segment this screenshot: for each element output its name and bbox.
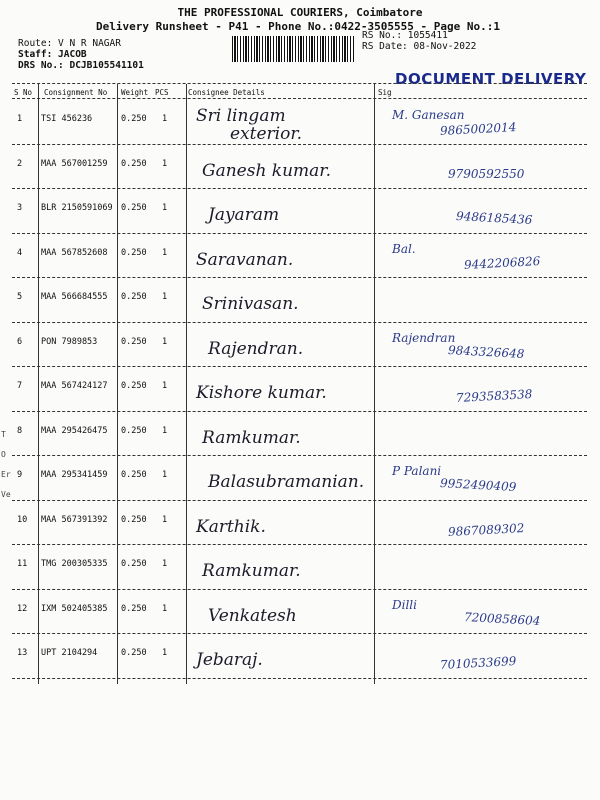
row-pcs: 1 [162,648,168,658]
row-consignee-name: Jayaram [208,205,280,225]
row-consignee-name: Ramkumar. [202,561,301,581]
row-pcs: 1 [162,292,168,302]
row-weight: 0.250 [121,425,147,436]
row-divider [12,678,587,679]
row-divider [12,633,587,634]
row-weight: 0.250 [121,203,147,213]
row-weight: 0.250 [121,158,147,169]
col-consignee: Consignee Details [188,88,265,97]
row-consignee-name: Karthik. [196,516,266,537]
row-pcs: 1 [162,514,168,525]
row-consignee-name: Kishore kumar. [196,383,327,403]
row-weight: 0.250 [121,292,147,302]
row-serial: 1 [17,114,23,124]
row-pcs: 1 [162,559,168,569]
row-serial: 13 [17,648,28,658]
barcode [232,36,354,62]
col-consignment: Consignment No [44,88,108,97]
row-divider [12,544,587,545]
row-consignment-no: TMG 200305335 [41,559,108,569]
row-phone: 9952490409 [439,476,517,494]
row-phone: 7293583538 [455,387,533,405]
row-consignment-no: MAA 295426475 [41,425,108,436]
row-signature: Dilli [392,597,417,612]
row-phone: 9865002014 [439,120,517,138]
row-weight: 0.250 [121,603,147,614]
runsheet-title: Delivery Runsheet - P41 - Phone No.:0422-3505555 - Page No.:1 [96,20,500,33]
row-signature: M. Ganesan [392,108,465,122]
row-serial: 12 [17,603,28,614]
row-divider [12,500,587,501]
row-serial: 8 [17,425,23,436]
row-consignee-name: Srinivasan. [202,294,299,314]
row-pcs: 1 [162,203,168,213]
row-pcs: 1 [162,247,168,258]
row-phone: 7010533699 [439,654,517,672]
margin-mark: T [1,430,6,439]
row-pcs: 1 [162,114,168,124]
row-consignment-no: IXM 502405385 [41,603,108,614]
row-serial: 6 [17,336,23,347]
vline-1 [38,84,39,684]
row-pcs: 1 [162,336,168,347]
row-pcs: 1 [162,470,168,480]
row-consignment-no: MAA 567001259 [41,158,108,169]
row-phone: 7200858604 [463,609,541,628]
row-weight: 0.250 [121,336,147,347]
rs-number: RS No.: 1055411 [362,30,448,41]
rs-date: RS Date: 08-Nov-2022 [362,41,477,52]
row-pcs: 1 [162,425,168,436]
row-consignee-name: Ramkumar. [202,427,301,448]
row-consignment-no: MAA 567852608 [41,247,108,258]
row-signature: Rajendran [392,330,456,345]
row-serial: 5 [17,292,23,302]
row-divider [12,366,587,367]
row-consignment-no: MAA 566684555 [41,292,108,302]
margin-mark: Er [1,470,11,479]
row-consignee-name: Saravanan. [196,249,294,270]
row-consignment-no: MAA 567424127 [41,381,108,391]
row-consignee-name: Venkatesh [208,605,297,626]
header-rule-top [12,83,587,84]
row-weight: 0.250 [121,470,147,480]
row-serial: 11 [17,559,28,569]
margin-mark: O [1,450,6,459]
row-consignee-name: Rajendran. [208,338,304,359]
header-rule-bottom [12,98,587,99]
row-phone: 9442206826 [463,253,541,272]
row-consignee-name-line2: exterior. [230,124,303,144]
row-divider [12,411,587,412]
row-serial: 3 [17,203,23,213]
row-consignment-no: PON 7989853 [41,336,98,347]
row-consignment-no: MAA 295341459 [41,470,108,480]
vline-4 [374,84,375,684]
row-serial: 9 [17,470,23,480]
row-consignee-name: Balasubramanian. [208,472,365,492]
row-serial: 2 [17,158,23,169]
row-phone: 9867089302 [447,520,525,539]
row-serial: 10 [17,514,28,525]
row-consignee-name: Jebaraj. [196,650,263,670]
drs-number: DRS No.: DCJB105541101 [18,60,144,71]
col-sno: S No [14,88,33,97]
row-weight: 0.250 [121,514,147,525]
vline-2 [117,84,118,684]
row-divider [12,144,587,145]
margin-mark: Ve [1,490,11,499]
row-weight: 0.250 [121,114,147,124]
staff-label: Staff: JACOB [18,49,87,60]
row-weight: 0.250 [121,247,147,258]
row-serial: 7 [17,381,23,391]
route-label: Route: V N R NAGAR [18,38,121,49]
row-divider [12,277,587,278]
row-divider [12,589,587,590]
row-signature: P Palani [392,464,442,478]
row-consignment-no: UPT 2104294 [41,648,98,658]
row-serial: 4 [17,247,23,258]
row-divider [12,233,587,234]
row-phone: 9486185436 [455,209,533,227]
row-pcs: 1 [162,603,168,614]
row-weight: 0.250 [121,381,147,391]
row-consignee-name: Sri lingam [196,106,286,126]
row-consignment-no: MAA 567391392 [41,514,108,525]
row-consignee-name: Ganesh kumar. [202,160,331,181]
row-signature: Bal. [392,241,416,256]
row-pcs: 1 [162,158,168,169]
col-weight: Weight [121,88,149,97]
row-divider [12,322,587,323]
row-weight: 0.250 [121,559,147,569]
document-delivery-stamp: DOCUMENT DELIVERY [395,70,587,88]
row-consignment-no: TSI 456236 [41,114,93,124]
row-consignment-no: BLR 2150591069 [41,203,113,213]
row-phone: 9790592550 [448,166,525,181]
row-weight: 0.250 [121,648,147,658]
col-pcs: PCS [155,88,169,97]
vline-3 [186,84,187,684]
row-phone: 9843326648 [447,342,525,361]
row-divider [12,455,587,456]
company-title: THE PROFESSIONAL COURIERS, Coimbatore [177,6,423,19]
col-signature: Sig [378,88,392,97]
row-divider [12,188,587,189]
row-pcs: 1 [162,381,168,391]
